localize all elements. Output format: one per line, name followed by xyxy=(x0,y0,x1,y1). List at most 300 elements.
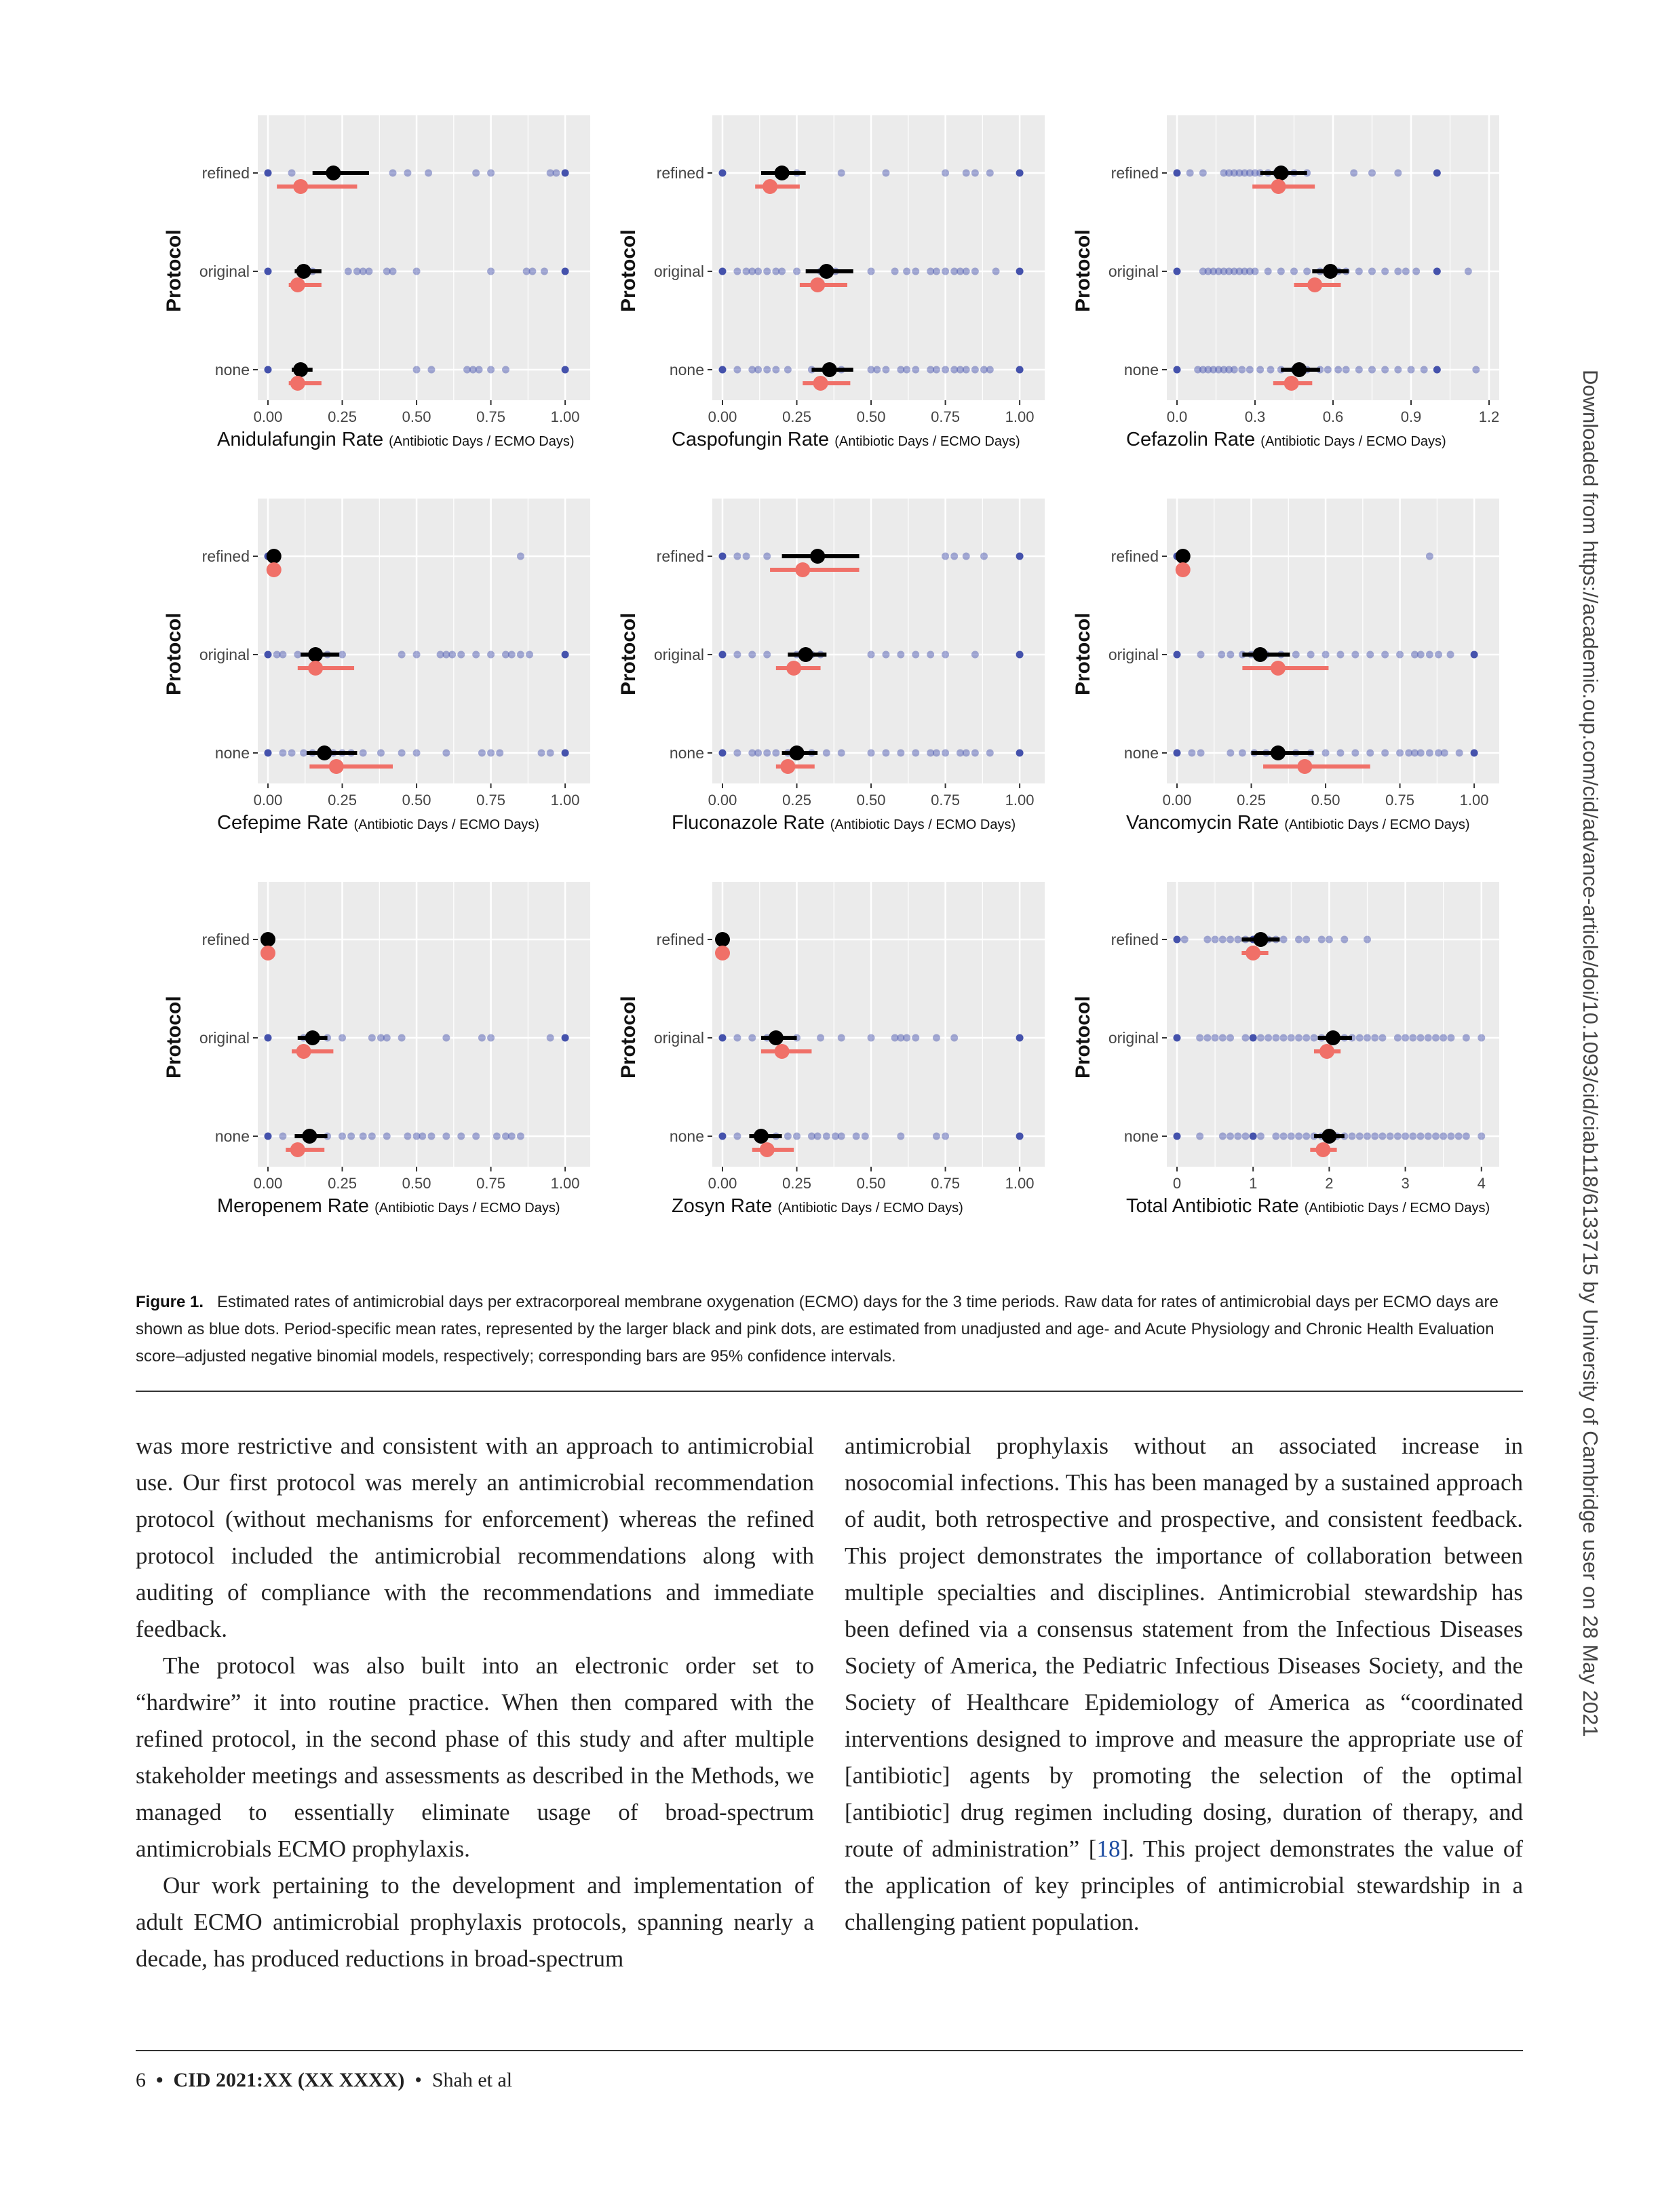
raw-data-point xyxy=(1197,750,1205,757)
raw-data-point xyxy=(1433,268,1441,275)
raw-data-point xyxy=(487,268,495,275)
raw-data-point xyxy=(1280,1133,1288,1140)
raw-data-point xyxy=(882,750,889,757)
raw-data-point xyxy=(1417,750,1425,757)
raw-data-point xyxy=(1016,1133,1024,1140)
raw-data-point xyxy=(1396,651,1404,659)
x-tick-label: 3 xyxy=(1401,1175,1410,1192)
raw-data-point xyxy=(1234,936,1241,944)
raw-data-point xyxy=(1227,1034,1234,1042)
raw-data-point xyxy=(562,1034,569,1042)
y-tick-label: refined xyxy=(656,931,704,948)
x-axis-title xyxy=(672,812,1016,834)
raw-data-point xyxy=(963,750,970,757)
x-tick-label: 0.00 xyxy=(253,408,283,425)
raw-data-point xyxy=(1408,366,1415,374)
raw-data-point xyxy=(1426,553,1433,560)
raw-data-point xyxy=(1378,1133,1386,1140)
x-tick-label: 0.25 xyxy=(782,408,811,425)
adjusted-estimate-point xyxy=(290,277,305,292)
unadjusted-estimate-point xyxy=(810,549,825,564)
raw-data-point xyxy=(1351,651,1359,659)
x-tick-label: 0.9 xyxy=(1400,408,1422,425)
raw-data-point xyxy=(360,750,367,757)
adjusted-estimate-point xyxy=(296,1044,311,1059)
y-tick-label: original xyxy=(653,263,704,280)
raw-data-point xyxy=(1465,268,1472,275)
raw-data-point xyxy=(517,651,524,659)
raw-data-point xyxy=(1356,1133,1364,1140)
x-tick-label: 0.25 xyxy=(328,792,357,809)
raw-data-point xyxy=(1280,1034,1288,1042)
adjusted-estimate-point xyxy=(813,376,828,391)
raw-data-point xyxy=(300,750,307,757)
x-tick-label: 0.6 xyxy=(1322,408,1344,425)
raw-data-point xyxy=(733,1133,741,1140)
unadjusted-estimate-point xyxy=(1292,362,1307,377)
raw-data-point xyxy=(1355,268,1363,275)
y-tick-label: original xyxy=(1108,1029,1159,1047)
raw-data-point xyxy=(1324,366,1332,374)
raw-data-point xyxy=(882,651,889,659)
panel-zosyn xyxy=(604,875,1051,1241)
y-tick-label: none xyxy=(214,1127,250,1145)
x-axis-title xyxy=(217,1195,560,1218)
raw-data-point xyxy=(1440,1133,1447,1140)
raw-data-point xyxy=(562,651,569,659)
chart-svg xyxy=(149,492,597,858)
adjusted-estimate-point xyxy=(780,759,795,774)
unadjusted-estimate-point xyxy=(308,647,323,662)
raw-data-point xyxy=(547,750,554,757)
raw-data-point xyxy=(442,1133,450,1140)
raw-data-point xyxy=(1368,268,1376,275)
unadjusted-estimate-point xyxy=(326,166,341,180)
unadjusted-estimate-point xyxy=(1253,932,1268,947)
raw-data-point xyxy=(793,268,800,275)
raw-data-point xyxy=(1421,366,1428,374)
y-axis-title: Protocol xyxy=(163,229,185,312)
footer-authors: Shah et al xyxy=(431,2069,513,2091)
raw-data-point xyxy=(1174,170,1181,177)
body-column-left xyxy=(136,1428,814,1977)
raw-data-point xyxy=(1203,1034,1211,1042)
raw-data-point xyxy=(733,651,741,659)
unadjusted-estimate-point xyxy=(317,745,332,760)
raw-data-point xyxy=(1412,268,1420,275)
raw-data-point xyxy=(345,268,352,275)
raw-data-point xyxy=(1290,268,1298,275)
unadjusted-estimate-point xyxy=(1271,745,1286,760)
y-axis-title: Protocol xyxy=(1072,996,1094,1079)
raw-data-point xyxy=(1455,1133,1463,1140)
x-tick-label: 0.50 xyxy=(402,408,431,425)
raw-data-point xyxy=(478,750,486,757)
raw-data-point xyxy=(1478,1034,1485,1042)
page-number: 6 xyxy=(136,2069,146,2091)
raw-data-point xyxy=(562,268,569,275)
raw-data-point xyxy=(1381,750,1389,757)
raw-data-point xyxy=(265,268,272,275)
raw-data-point xyxy=(1219,936,1227,944)
unadjusted-estimate-point xyxy=(1326,1030,1340,1045)
raw-data-point xyxy=(838,1034,845,1042)
raw-data-point xyxy=(1174,268,1181,275)
adjusted-estimate-point xyxy=(1284,376,1299,391)
raw-data-point xyxy=(419,1133,426,1140)
raw-data-point xyxy=(1016,553,1024,560)
raw-data-point xyxy=(1181,936,1189,944)
raw-data-point xyxy=(733,553,741,560)
raw-data-point xyxy=(517,1133,524,1140)
raw-data-point xyxy=(1265,1034,1272,1042)
raw-data-point xyxy=(1257,1133,1265,1140)
raw-data-point xyxy=(487,1034,495,1042)
raw-data-point xyxy=(1016,268,1024,275)
raw-data-point xyxy=(817,1034,824,1042)
raw-data-point xyxy=(1310,1034,1317,1042)
raw-data-point xyxy=(1227,750,1234,757)
plot-background xyxy=(712,499,1045,783)
raw-data-point xyxy=(1471,651,1478,659)
raw-data-point xyxy=(950,553,958,560)
raw-data-point xyxy=(528,268,536,275)
raw-data-point xyxy=(1368,170,1376,177)
raw-data-point xyxy=(942,553,949,560)
raw-data-point xyxy=(368,1034,376,1042)
raw-data-point xyxy=(1016,651,1024,659)
raw-data-point xyxy=(1432,1034,1440,1042)
raw-data-point xyxy=(562,170,569,177)
y-tick-label: none xyxy=(669,744,704,762)
x-tick-label: 0.00 xyxy=(1162,792,1192,809)
chart-svg xyxy=(604,492,1051,858)
paragraph: was more restrictive and consistent with an approach to antimicrobial use. Our first protocol was merely an antimicrobial recommendation protocol (without mechanisms for enforcement) whereas the refined protocol included the antimicrobial recommendations along with auditing of compliance with the recommendations and immediate feedback. xyxy=(136,1433,814,1642)
raw-data-point xyxy=(1447,1133,1454,1140)
y-tick-label: refined xyxy=(1111,931,1159,948)
raw-data-point xyxy=(1426,750,1433,757)
panel-anidulafungin xyxy=(149,109,597,475)
y-tick-label: refined xyxy=(1111,164,1159,182)
raw-data-point xyxy=(279,651,286,659)
x-tick-label: 0.50 xyxy=(856,792,886,809)
x-tick-label: 0.50 xyxy=(856,1175,886,1192)
raw-data-point xyxy=(339,651,346,659)
x-tick-label: 0.25 xyxy=(782,792,811,809)
raw-data-point xyxy=(784,1133,792,1140)
raw-data-point xyxy=(1174,1133,1181,1140)
raw-data-point xyxy=(971,268,979,275)
raw-data-point xyxy=(942,750,949,757)
raw-data-point xyxy=(733,750,741,757)
raw-data-point xyxy=(442,750,450,757)
raw-data-point xyxy=(1227,1133,1234,1140)
x-tick-label: 0.75 xyxy=(931,792,960,809)
footer-bullet: • xyxy=(156,2069,163,2091)
raw-data-point xyxy=(1292,651,1300,659)
unadjusted-estimate-point xyxy=(1273,166,1288,180)
raw-data-point xyxy=(1336,651,1344,659)
panel-fluconazole xyxy=(604,492,1051,858)
chart-svg xyxy=(1058,492,1506,858)
y-tick-label: original xyxy=(199,646,250,663)
raw-data-point xyxy=(1295,936,1302,944)
chart-svg xyxy=(1058,109,1506,475)
raw-data-point xyxy=(541,268,548,275)
x-tick-label: 2 xyxy=(1325,1175,1334,1192)
raw-data-point xyxy=(526,651,533,659)
raw-data-point xyxy=(1364,1133,1371,1140)
raw-data-point xyxy=(1366,750,1374,757)
unadjusted-estimate-point xyxy=(305,1030,320,1045)
raw-data-point xyxy=(562,366,569,374)
adjusted-estimate-point xyxy=(760,1142,775,1157)
panel-caspofungin xyxy=(604,109,1051,475)
raw-data-point xyxy=(1218,651,1225,659)
raw-data-point xyxy=(1402,1034,1409,1042)
paragraph: Our work pertaining to the development and implementation of adult ECMO antimicrobial prophylaxis protocols, spanning nearly a decade, has produced reductions in broad-spectrum xyxy=(136,1872,814,1972)
x-tick-label: 1.00 xyxy=(550,408,580,425)
unadjusted-estimate-point xyxy=(822,362,837,377)
raw-data-point xyxy=(868,750,875,757)
panel-cefepime xyxy=(149,492,597,858)
raw-data-point xyxy=(873,366,881,374)
chart-svg xyxy=(1058,875,1506,1241)
raw-data-point xyxy=(942,366,949,374)
y-tick-label: none xyxy=(669,361,704,379)
raw-data-point xyxy=(1250,1034,1257,1042)
raw-data-point xyxy=(1349,1133,1356,1140)
raw-data-point xyxy=(763,651,771,659)
adjusted-estimate-point xyxy=(290,1142,305,1157)
raw-data-point xyxy=(368,1133,376,1140)
x-tick-label: 4 xyxy=(1477,1175,1486,1192)
chart-svg xyxy=(149,875,597,1241)
raw-data-point xyxy=(1016,366,1024,374)
footer-divider xyxy=(136,2050,1523,2051)
raw-data-point xyxy=(279,1133,286,1140)
figure-caption xyxy=(136,1289,1523,1370)
unadjusted-estimate-point xyxy=(1321,1129,1336,1144)
raw-data-point xyxy=(1432,1133,1440,1140)
raw-data-point xyxy=(823,750,830,757)
raw-data-point xyxy=(912,1034,919,1042)
raw-data-point xyxy=(963,268,970,275)
raw-data-point xyxy=(1426,651,1433,659)
raw-data-point xyxy=(1387,1133,1394,1140)
raw-data-point xyxy=(1394,366,1402,374)
raw-data-point xyxy=(1302,936,1310,944)
plot-background xyxy=(1167,882,1499,1167)
y-tick-label: original xyxy=(653,646,704,663)
x-axis-title-main: Cefazolin Rate xyxy=(1126,429,1261,450)
raw-data-point xyxy=(427,1133,435,1140)
panel-total-antibiotic xyxy=(1058,875,1506,1241)
x-axis-title-units: (Antibiotic Days / ECMO Days) xyxy=(834,434,1020,449)
raw-data-point xyxy=(1366,651,1374,659)
raw-data-point xyxy=(1174,651,1181,659)
adjusted-estimate-point xyxy=(1271,661,1286,676)
raw-data-point xyxy=(517,553,524,560)
raw-data-point xyxy=(1246,366,1254,374)
y-tick-label: refined xyxy=(201,547,250,565)
adjusted-estimate-point xyxy=(1315,1142,1330,1157)
raw-data-point xyxy=(971,366,979,374)
raw-data-point xyxy=(547,1034,554,1042)
x-axis-title xyxy=(217,429,575,451)
raw-data-point xyxy=(1402,1133,1409,1140)
raw-data-point xyxy=(933,1034,940,1042)
unadjusted-estimate-point xyxy=(296,264,311,279)
raw-data-point xyxy=(265,366,272,374)
download-watermark[interactable]: Downloaded from https://academic.oup.com/cid/advance-article/doi/10.1093/cid/ciab118/6133715 by University of Cambridge user on 28 May 2021 xyxy=(1579,370,1602,1737)
raw-data-point xyxy=(903,366,910,374)
raw-data-point xyxy=(1241,1034,1249,1042)
raw-data-point xyxy=(1280,936,1288,944)
raw-data-point xyxy=(1174,750,1181,757)
x-axis-title-units: (Antibiotic Days / ECMO Days) xyxy=(1304,1201,1490,1216)
y-tick-label: none xyxy=(214,744,250,762)
plot-background xyxy=(1167,499,1499,783)
raw-data-point xyxy=(927,651,934,659)
raw-data-point xyxy=(1396,750,1404,757)
raw-data-point xyxy=(838,750,845,757)
raw-data-point xyxy=(733,1034,741,1042)
x-axis-title-units: (Antibiotic Days / ECMO Days) xyxy=(353,817,539,832)
y-tick-label: none xyxy=(1123,361,1159,379)
raw-data-point xyxy=(1272,1034,1279,1042)
raw-data-point xyxy=(1371,1034,1378,1042)
raw-data-point xyxy=(508,1133,516,1140)
x-axis-title xyxy=(1126,812,1470,834)
x-tick-label: 0.00 xyxy=(253,1175,283,1192)
x-tick-label: 0.25 xyxy=(328,408,357,425)
raw-data-point xyxy=(1212,1034,1219,1042)
raw-data-point xyxy=(793,1133,800,1140)
x-axis-title-units: (Antibiotic Days / ECMO Days) xyxy=(1284,817,1470,832)
raw-data-point xyxy=(1381,651,1389,659)
raw-data-point xyxy=(265,750,272,757)
raw-data-point xyxy=(1447,651,1454,659)
raw-data-point xyxy=(1295,1133,1302,1140)
y-tick-label: original xyxy=(1108,263,1159,280)
adjusted-estimate-point xyxy=(1297,759,1312,774)
raw-data-point xyxy=(763,553,771,560)
raw-data-point xyxy=(389,170,397,177)
raw-data-point xyxy=(404,1133,411,1140)
raw-data-point xyxy=(1356,1034,1364,1042)
raw-data-point xyxy=(1239,750,1246,757)
raw-data-point xyxy=(1203,936,1211,944)
raw-data-point xyxy=(448,651,456,659)
raw-data-point xyxy=(404,170,411,177)
x-tick-label: 0 xyxy=(1172,1175,1182,1192)
raw-data-point xyxy=(912,651,919,659)
chart-svg xyxy=(604,109,1051,475)
plot-background xyxy=(712,882,1045,1167)
raw-data-point xyxy=(1186,170,1194,177)
plot-background xyxy=(712,115,1045,400)
raw-data-point xyxy=(339,1133,346,1140)
adjusted-estimate-point xyxy=(795,562,810,577)
raw-data-point xyxy=(472,170,480,177)
raw-data-point xyxy=(472,651,480,659)
raw-data-point xyxy=(265,170,272,177)
raw-data-point xyxy=(933,750,940,757)
raw-data-point xyxy=(487,366,495,374)
x-tick-label: 0.50 xyxy=(856,408,886,425)
raw-data-point xyxy=(1350,170,1357,177)
raw-data-point xyxy=(933,366,940,374)
y-tick-label: none xyxy=(669,1127,704,1145)
raw-data-point xyxy=(868,651,875,659)
x-axis-title xyxy=(1126,1195,1490,1218)
raw-data-point xyxy=(1234,1133,1241,1140)
x-axis-title-main: Anidulafungin Rate xyxy=(217,429,389,450)
unadjusted-estimate-point xyxy=(260,932,275,947)
raw-data-point xyxy=(862,1133,869,1140)
raw-data-point xyxy=(986,170,994,177)
x-tick-label: 0.00 xyxy=(253,792,283,809)
x-tick-label: 1.00 xyxy=(1459,792,1489,809)
citation-link[interactable]: 18 xyxy=(1096,1836,1121,1862)
x-tick-label: 0.00 xyxy=(708,1175,737,1192)
raw-data-point xyxy=(496,750,503,757)
raw-data-point xyxy=(903,268,910,275)
raw-data-point xyxy=(1478,1133,1485,1140)
paragraph-text: ]. This project demonstrates the value of the application of key principles of antimicrobial stewardship in a challenging patient population. xyxy=(845,1836,1523,1935)
x-axis-title-main: Caspofungin Rate xyxy=(672,429,835,450)
raw-data-point xyxy=(903,1034,910,1042)
raw-data-point xyxy=(1196,1133,1203,1140)
y-axis-title: Protocol xyxy=(163,996,185,1079)
x-tick-label: 0.25 xyxy=(328,1175,357,1192)
x-tick-label: 1.2 xyxy=(1478,408,1500,425)
raw-data-point xyxy=(1471,750,1478,757)
raw-data-point xyxy=(1265,268,1272,275)
raw-data-point xyxy=(1326,936,1333,944)
unadjusted-estimate-point xyxy=(715,932,730,947)
raw-data-point xyxy=(478,1034,486,1042)
raw-data-point xyxy=(1351,750,1359,757)
raw-data-point xyxy=(476,366,483,374)
raw-data-point xyxy=(1241,1133,1249,1140)
plot-background xyxy=(258,115,590,400)
raw-data-point xyxy=(719,651,727,659)
raw-data-point xyxy=(838,170,845,177)
raw-data-point xyxy=(1277,268,1285,275)
x-axis-title xyxy=(1126,429,1446,451)
adjusted-estimate-point xyxy=(786,661,801,676)
raw-data-point xyxy=(442,1034,450,1042)
raw-data-point xyxy=(980,553,988,560)
x-tick-label: 0.00 xyxy=(708,408,737,425)
raw-data-point xyxy=(508,651,516,659)
raw-data-point xyxy=(398,1034,406,1042)
x-tick-label: 1.00 xyxy=(1005,1175,1035,1192)
raw-data-point xyxy=(733,268,741,275)
raw-data-point xyxy=(950,1034,958,1042)
raw-data-point xyxy=(1302,1133,1310,1140)
raw-data-point xyxy=(814,1133,822,1140)
raw-data-point xyxy=(1231,366,1238,374)
raw-data-point xyxy=(1227,651,1234,659)
raw-data-point xyxy=(1288,1034,1295,1042)
adjusted-estimate-point xyxy=(810,277,825,292)
x-tick-label: 1 xyxy=(1249,1175,1258,1192)
x-axis-title-main: Meropenem Rate xyxy=(217,1195,375,1217)
unadjusted-estimate-point xyxy=(1176,549,1191,564)
